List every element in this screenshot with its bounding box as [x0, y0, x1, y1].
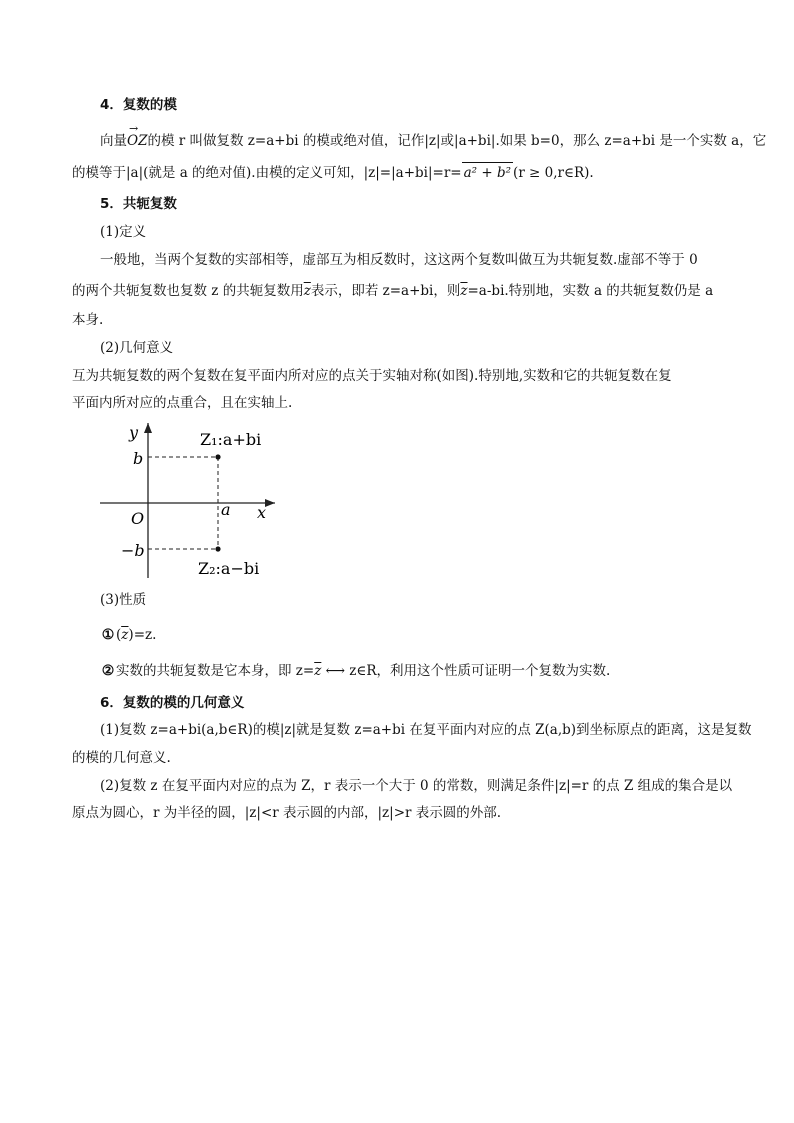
point-z2 — [215, 546, 220, 551]
z-double-bar: z — [121, 627, 129, 643]
geometry-label: (2)几何意义 — [100, 340, 174, 356]
square-root-expression: a² + b² — [462, 162, 513, 183]
section-6-line-1: (1)复数 z=a+bi(a,b∈R)的模|z|就是复数 z=a+bi 在复平面内对应的点 Z(a,b)到坐标原点的距离，这是复数 — [100, 722, 752, 738]
definition-line-1: 一般地，当两个复数的实部相等，虚部互为相反数时，这这两个复数叫做互为共轭复数.虚部不等于 0 — [100, 252, 698, 268]
definition-line-3: 本身. — [72, 312, 104, 328]
property-2: ② 实数的共轭复数是它本身，即 $z=\overline{z}$ ⟷ z∈R，利用这个性质可证明一个复数为实数. — [101, 663, 611, 679]
property-1: ① (z)=z. — [101, 627, 157, 643]
z1-label: Z₁:a+bi — [200, 430, 262, 449]
item-number-1: ① — [101, 627, 115, 643]
section-4-para-line-1: 向量→ OZ的模 r 叫做复数 z=a+bi 的模或绝对值，记作|z|或|a+bi|.如果 b=0，那么 z=a+bi 是一个实数 a，它 — [100, 131, 724, 151]
definition-line-2: 的两个共轭复数也复数 z 的共轭复数用$\overline{z}$表示，即若 z=a+bi，则$\overline{z}=a-bi$.特别地，实数 a 的共轭复数仍是 a — [72, 283, 714, 299]
section-6-line-4: 原点为圆心，r 为半径的圆，|z|<r 表示圆的内部，|z|>r 表示圆的外部. — [72, 805, 502, 821]
neg-b-label: −b — [121, 541, 145, 560]
section-6-title: 6．复数的模的几何意义 — [100, 695, 245, 711]
geometry-line-2: 平面内所对应的点重合，且在实轴上. — [72, 395, 293, 411]
item-number-2: ② — [101, 663, 115, 679]
x-axis-label: x — [257, 503, 267, 522]
geometry-line-1: 互为共轭复数的两个复数在复平面内所对应的点关于实轴对称(如图).特别地,实数和它的共轭复数在复 — [72, 368, 672, 384]
z-bar-3: $\overline{z}$ — [314, 663, 322, 679]
a-label: a — [221, 500, 231, 519]
b-label: b — [133, 449, 144, 468]
z-bar: $\overline{z}$ — [303, 283, 311, 299]
definition-label: (1)定义 — [100, 224, 147, 240]
x-axis-arrow-icon — [265, 499, 275, 507]
origin-label: O — [131, 509, 145, 528]
conjugate-figure — [95, 418, 285, 583]
z-bar-2: $\overline{z}$ — [460, 283, 468, 299]
y-axis-arrow-icon — [144, 423, 152, 433]
z2-label: Z₂:a−bi — [198, 559, 260, 578]
y-axis-label: y — [129, 423, 139, 442]
section-5-title: 5．共轭复数 — [100, 196, 177, 212]
section-4-title: 4．复数的模 — [100, 97, 177, 113]
section-4-para-line-2: 的模等于|a|(就是 a 的绝对值).由模的定义可知，|z|=|a+bi|=r= a² + b² (r ≥ 0,r∈R). — [72, 162, 724, 183]
section-6-line-2: 的模的几何意义. — [72, 750, 171, 766]
vector-oz: → OZ — [127, 131, 147, 151]
property-label: (3)性质 — [100, 592, 147, 608]
point-z1 — [215, 454, 220, 459]
section-6-line-3: (2)复数 z 在复平面内对应的点为 Z，r 表示一个大于 0 的常数，则满足条件|z|=r 的点 Z 组成的集合是以 — [100, 778, 733, 794]
